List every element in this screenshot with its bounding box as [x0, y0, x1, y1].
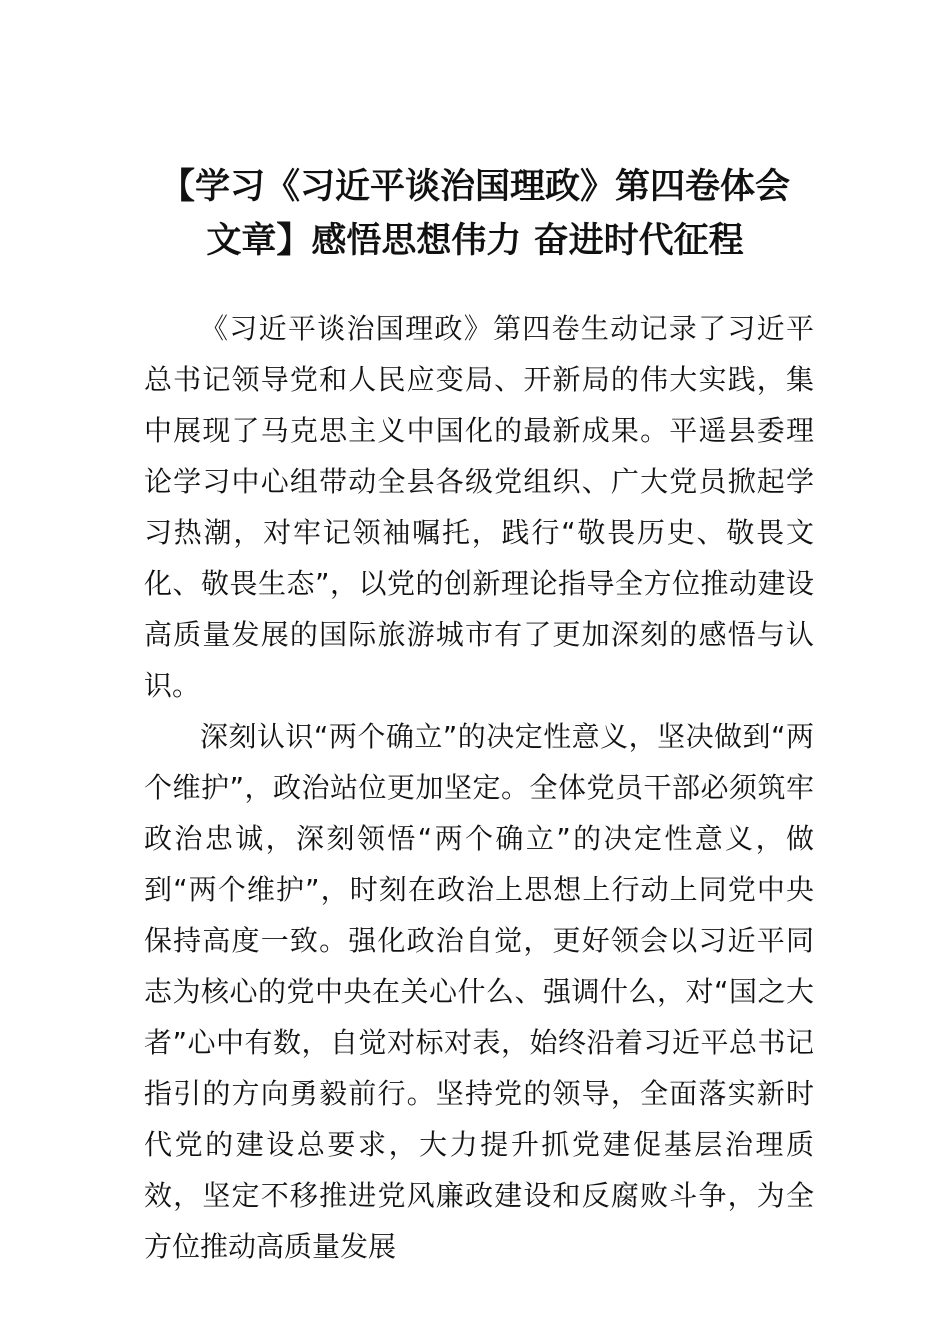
- document-title: [140, 160, 810, 268]
- title-line-1: 【学习《习近平谈治国理政》第四卷体会: [159, 167, 790, 207]
- paragraph-2: 深刻认识“两个确立”的决定性意义，坚决做到“两个维护”，政治站位更加坚定。全体党员干部必须筑牢政治忠诚，深刻领悟“两个确立”的决定性意义，做到“两个维护”，时刻在政治上思想上行动上同党中央保持高度一致。强化政治自觉，更好领会以习近平同志为核心的党中央在关心什么、强调什么，对“国之大者”心中有数，自觉对标对表，始终沿着习近平总书记指引的方向勇毅前行。坚持党的领导，全面落实新时代党的建设总要求，大力提升抓党建促基层治理质效，坚定不移推进党风廉政建设和反腐败斗争，为全方位推动高质量发展: [144, 720, 814, 1263]
- title-line-2: 文章】感悟思想伟力 奋进时代征程: [206, 221, 744, 261]
- document-body: [144, 303, 814, 1272]
- paragraph-1: 《习近平谈治国理政》第四卷生动记录了习近平总书记领导党和人民应变局、开新局的伟大实践，集中展现了马克思主义中国化的最新成果。平遥县委理论学习中心组带动全县各级党组织、广大党员掀起学习热潮，对牢记领袖嘱托，践行“敬畏历史、敬畏文化、敬畏生态”，以党的创新理论指导全方位推动建设高质量发展的国际旅游城市有了更加深刻的感悟与认识。: [144, 312, 814, 702]
